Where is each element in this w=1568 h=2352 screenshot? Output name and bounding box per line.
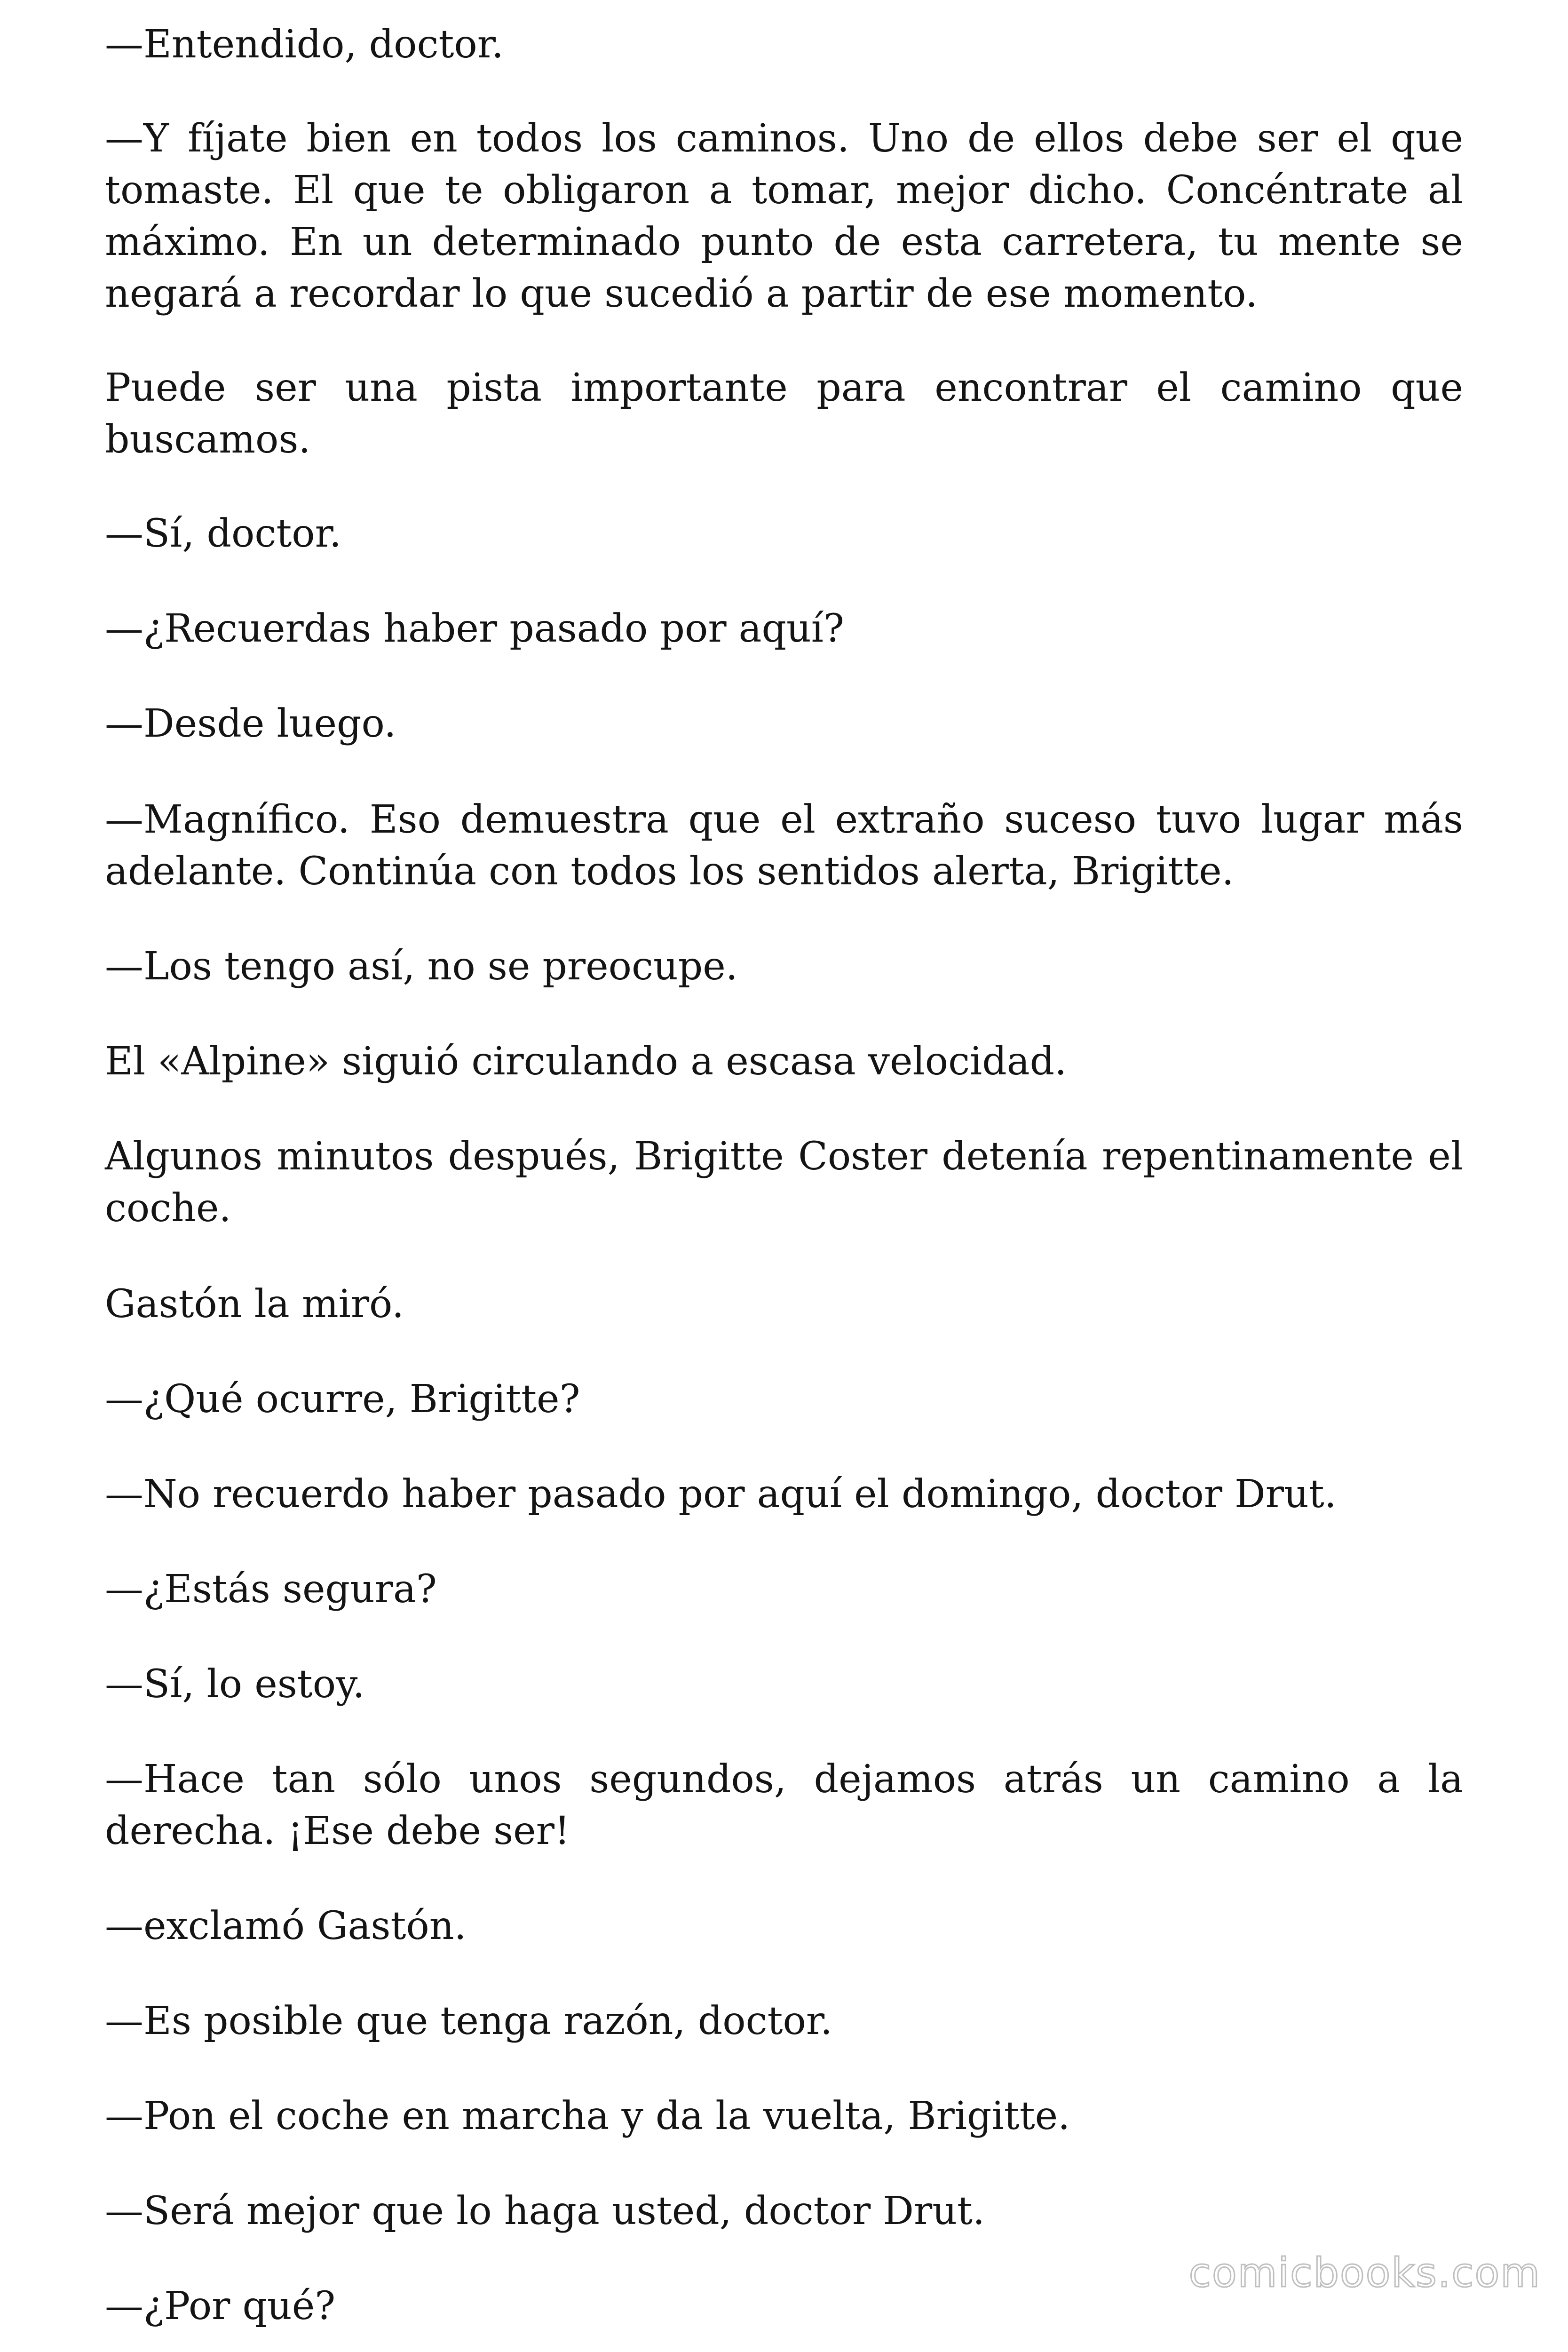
paragraph: Puede ser una pista importante para encontrar el camino que buscamos. — [105, 366, 1463, 462]
paragraph: —No recuerdo haber pasado por aquí el domingo, doctor Drut. — [105, 1472, 1337, 1517]
paragraph: —¿Recuerdas haber pasado por aquí? — [105, 606, 844, 651]
book-page — [105, 0, 1463, 2352]
paragraph: —Desde luego. — [105, 701, 396, 746]
paragraph: Gastón la miró. — [105, 1282, 404, 1327]
paragraph: —¿Por qué? — [105, 2284, 336, 2328]
paragraph: —Sí, lo estoy. — [105, 1662, 365, 1707]
paragraph: —Magnífico. Eso demuestra que el extraño suceso tuvo lugar más adelante. Continúa con todos los sentidos alerta, Brigitte. — [105, 797, 1463, 894]
watermark: comicbooks.com — [1188, 2249, 1541, 2296]
paragraph: —Será mejor que lo haga usted, doctor Drut. — [105, 2189, 985, 2233]
paragraph: —Sí, doctor. — [105, 511, 341, 556]
paragraph: —Es posible que tenga razón, doctor. — [105, 1999, 833, 2043]
paragraph: —Y fíjate bien en todos los caminos. Uno de ellos debe ser el que tomaste. El que te obligaron a tomar, mejor dicho. Concéntrate al máximo. En un determinado punto de esta carretera, tu mente se negará a recordar lo que sucedió a partir de ese momento. — [105, 116, 1463, 316]
paragraph: —Pon el coche en marcha y da la vuelta, Brigitte. — [105, 2094, 1070, 2138]
paragraph: —¿Qué ocurre, Brigitte? — [105, 1377, 580, 1422]
paragraph: —Entendido, doctor. — [105, 22, 504, 67]
paragraph: —Hace tan sólo unos segundos, dejamos atrás un camino a la derecha. ¡Ese debe ser! — [105, 1757, 1463, 1853]
paragraph: —¿Estás segura? — [105, 1567, 437, 1612]
paragraph: —Los tengo así, no se preocupe. — [105, 944, 738, 989]
paragraph: —exclamó Gastón. — [105, 1904, 467, 1948]
paragraph: Algunos minutos después, Brigitte Coster detenía repentinamente el coche. — [105, 1134, 1463, 1231]
paragraph: El «Alpine» siguió circulando a escasa velocidad. — [105, 1039, 1067, 1084]
